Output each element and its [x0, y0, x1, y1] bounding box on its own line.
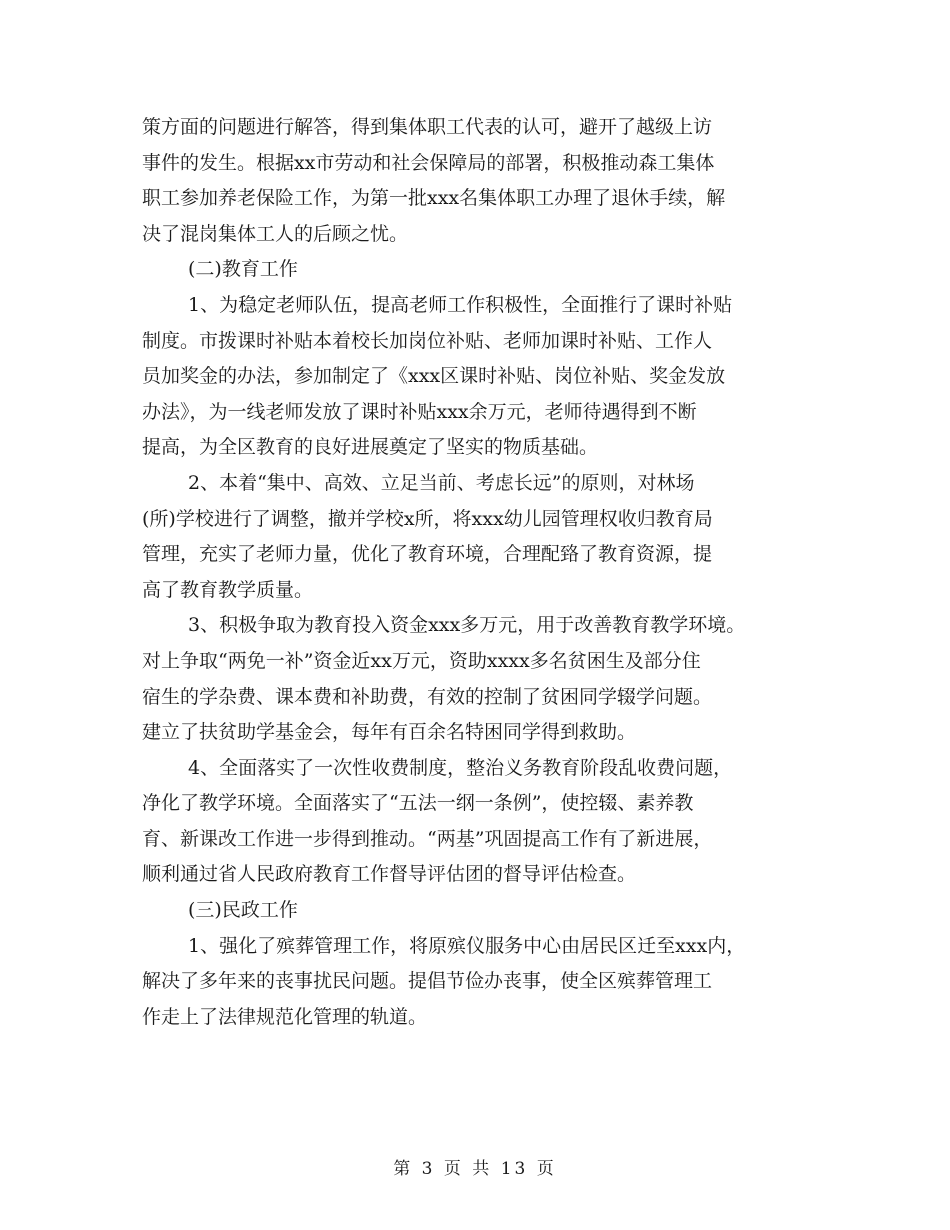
text-line: 提高，为全区教育的良好进展奠定了坚实的物质基础。	[142, 436, 599, 459]
text-line: 建立了扶贫助学基金会，每年有百余名特困同学得到救助。	[142, 721, 637, 744]
text-line: 职工参加养老保险工作，为第一批xxx名集体职工办理了退休手续，解	[142, 187, 726, 210]
text-line: 员加奖金的办法，参加制定了《xxx区课时补贴、岗位补贴、奖金发放	[142, 365, 726, 388]
paragraph-first-line: (二)教育工作	[188, 258, 298, 281]
text-line: 净化了教学环境。全面落实了“五法一纲一条例”，使控辍、素养教	[142, 792, 694, 815]
text-line: 宿生的学杂费、课本费和补助费，有效的控制了贫困同学辍学问题。	[142, 685, 713, 708]
paragraph-first-line: 1、强化了殡葬管理工作，将原殡仪服务中心由居民区迁至xxx内，	[188, 934, 746, 957]
text-line: 顺利通过省人民政府教育工作督导评估团的督导评估检查。	[142, 863, 637, 886]
paragraph-first-line: 1、为稳定老师队伍，提高老师工作积极性，全面推行了课时补贴	[188, 293, 733, 316]
text-line: 作走上了法律规范化管理的轨道。	[142, 1005, 428, 1028]
text-line: 策方面的问题进行解答，得到集体职工代表的认可，避开了越级上访	[142, 116, 713, 138]
paragraph-first-line: (三)民政工作	[188, 899, 298, 922]
text-line: 决了混岗集体工人的后顾之忧。	[142, 222, 409, 245]
text-line: 制度。市拨课时补贴本着校长加岗位补贴、老师加课时补贴、工作人	[142, 329, 713, 352]
paragraph-first-line: 4、全面落实了一次性收费制度，整治义务教育阶段乱收费问题，	[188, 756, 733, 779]
text-line: 办法》，为一线老师发放了课时补贴xxx余万元，老师待遇得到不断	[142, 400, 697, 423]
text-line: 对上争取“两免一补”资金近xx万元，资助xxxx多名贫困生及部分住	[142, 649, 701, 672]
document-body	[142, 110, 842, 1035]
text-line: 高了教育教学质量。	[142, 578, 314, 601]
text-line: (所)学校进行了调整，撤并学校x所，将xxx幼儿园管理权收归教育局	[142, 507, 713, 530]
text-line: 育、新课改工作进一步得到推动。“两基”巩固提高工作有了新进展，	[142, 827, 713, 850]
paragraph-first-line: 3、积极争取为教育投入资金xxx多万元，用于改善教育教学环境。	[188, 614, 746, 637]
text-line: 管理，充实了老师力量，优化了教育环境，合理配臵了教育资源，提	[142, 543, 713, 566]
paragraph-first-line: 2、本着“集中、高效、立足当前、考虑长远”的原则，对林场	[188, 471, 695, 494]
text-line: 事件的发生。根据xx市劳动和社会保障局的部署，积极推动森工集体	[142, 151, 715, 174]
text-line: 解决了多年来的丧事扰民问题。提倡节俭办丧事，使全区殡葬管理工	[142, 970, 713, 993]
page-number-footer: 第 3 页 共 13 页	[393, 1159, 557, 1179]
